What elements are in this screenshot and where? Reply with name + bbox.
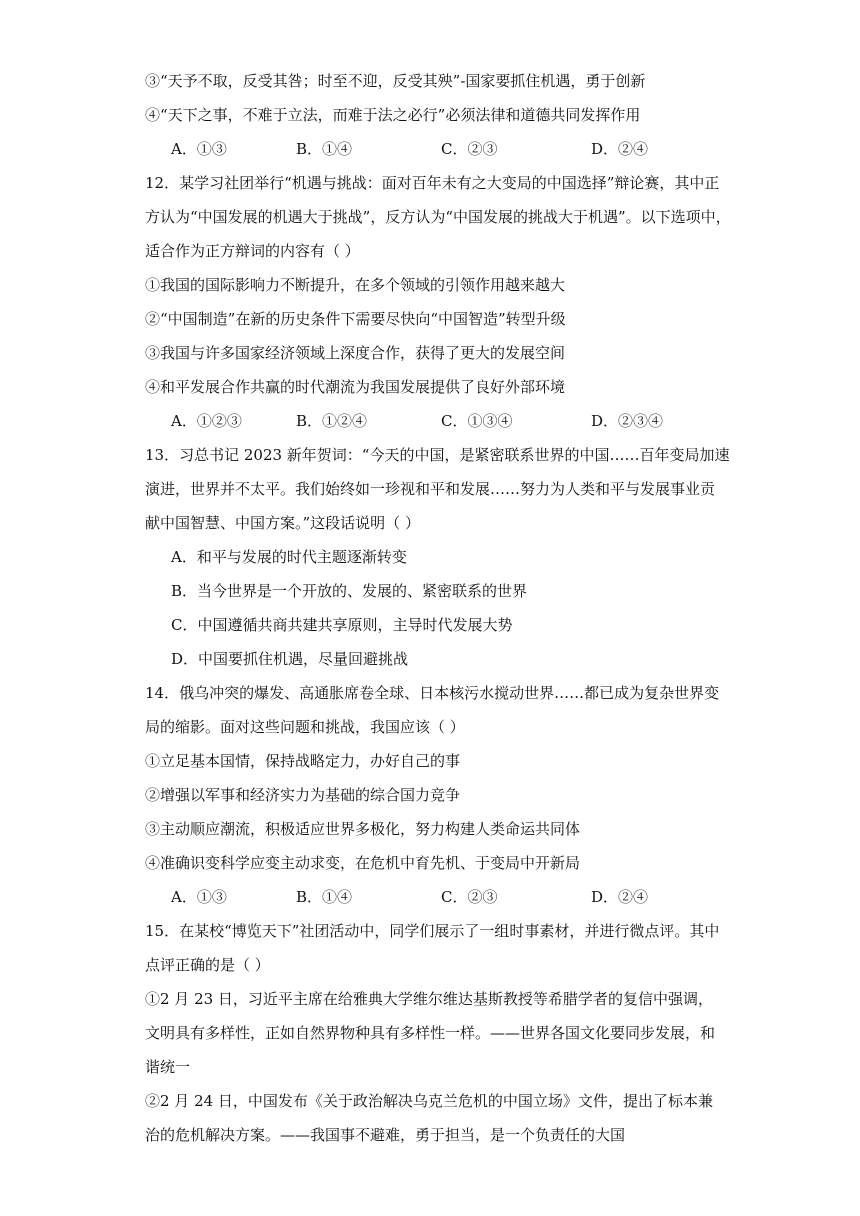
q13-stem-line-1: 13．习总书记 2023 新年贺词：“今天的中国，是紧密联系世界的中国……百年变局加速 [145,446,730,464]
q12-stem-line-1: 12．某学习社团举行“机遇与挑战：面对百年未有之大变局的中国选择”辩论赛，其中正 [145,174,720,192]
q15-statement-2-line-2: 治的危机解决方案。——我国事不避难，勇于担当，是一个负责任的大国 [145,1126,626,1144]
q13-choice-b[interactable]: B．当今世界是一个开放的、发展的、紧密联系的世界 [171,582,528,600]
q13-choice-a[interactable]: A．和平与发展的时代主题逐渐转变 [171,548,407,566]
q14-option-d[interactable]: D．②④ [591,888,649,906]
q12-option-b[interactable]: B．①②④ [296,412,368,430]
q11-option-d[interactable]: D．②④ [591,140,649,158]
q14-statement-2: ②增强以军事和经济实力为基础的综合国力竞争 [145,786,461,804]
q14-option-a[interactable]: A．①③ [171,888,227,906]
q14-statement-3: ③主动顺应潮流，积极适应世界多极化，努力构建人类命运共同体 [145,820,581,838]
q14-stem-line-1: 14．俄乌冲突的爆发、高通胀席卷全球、日本核污水搅动世界……都已成为复杂世界变 [145,684,720,702]
q12-option-c[interactable]: C．①③④ [441,412,513,430]
q13-choice-d[interactable]: D．中国要抓住机遇，尽量回避挑战 [171,650,409,668]
q15-stem-line-1: 15．在某校“博览天下”社团活动中，同学们展示了一组时事素材，并进行微点评。其中 [145,922,720,940]
q12-option-d[interactable]: D．②③④ [591,412,664,430]
q12-stem-line-3: 适合作为正方辩词的内容有（ ） [145,242,360,260]
q13-choice-c[interactable]: C．中国遵循共商共建共享原则，主导时代发展大势 [171,616,513,634]
q11-option-c[interactable]: C．②③ [441,140,498,158]
q13-stem-line-3: 献中国智慧、中国方案。”这段话说明（ ） [145,514,420,532]
q12-statement-1: ①我国的国际影响力不断提升，在多个领域的引领作用越来越大 [145,276,566,294]
q11-option-b[interactable]: B．①④ [296,140,353,158]
q15-statement-1-line-2: 文明具有多样性，正如自然界物种具有多样性一样。——世界各国文化要同步发展，和 [145,1024,716,1042]
q14-options [171,886,691,908]
q12-statement-4: ④和平发展合作共赢的时代潮流为我国发展提供了良好外部环境 [145,378,566,396]
q11-option-a[interactable]: A．①③ [171,140,227,158]
q14-statement-4: ④准确识变科学应变主动求变，在危机中育先机、于变局中开新局 [145,854,581,872]
q12-options [171,410,691,432]
q15-stem-line-2: 点评正确的是（ ） [145,956,270,974]
q14-statement-1: ①立足基本国情，保持战略定力，办好自己的事 [145,752,461,770]
q11-options [171,138,691,160]
q12-statement-2: ②“中国制造”在新的历史条件下需要尽快向“中国智造”转型升级 [145,310,566,328]
q14-option-c[interactable]: C．②③ [441,888,498,906]
q12-statement-3: ③我国与许多国家经济领域上深度合作，获得了更大的发展空间 [145,344,566,362]
q12-option-a[interactable]: A．①②③ [171,412,242,430]
q15-statement-1-line-3: 谐统一 [145,1058,191,1076]
q11-statement-4: ④“天下之事，不难于立法，而难于法之必行”必须法律和道德共同发挥作用 [145,106,641,124]
q15-statement-1-line-1: ①2 月 23 日，习近平主席在给雅典大学维尔维达基斯教授等希腊学者的复信中强调， [145,990,713,1008]
q11-statement-3: ③“天予不取，反受其咎；时至不迎，反受其殃”-国家要抓住机遇，勇于创新 [145,72,646,90]
q12-stem-line-2: 方认为“中国发展的机遇大于挑战”，反方认为“中国发展的挑战大于机遇”。以下选项中， [145,208,731,226]
q13-stem-line-2: 演进，世界并不太平。我们始终如一珍视和平和发展……努力为人类和平与发展事业贡 [145,480,716,498]
q15-statement-2-line-1: ②2 月 24 日，中国发布《关于政治解决乌克兰危机的中国立场》文件，提出了标本兼 [145,1092,713,1110]
q14-stem-line-2: 局的缩影。面对这些问题和挑战，我国应该（ ） [145,718,465,736]
q14-option-b[interactable]: B．①④ [296,888,353,906]
